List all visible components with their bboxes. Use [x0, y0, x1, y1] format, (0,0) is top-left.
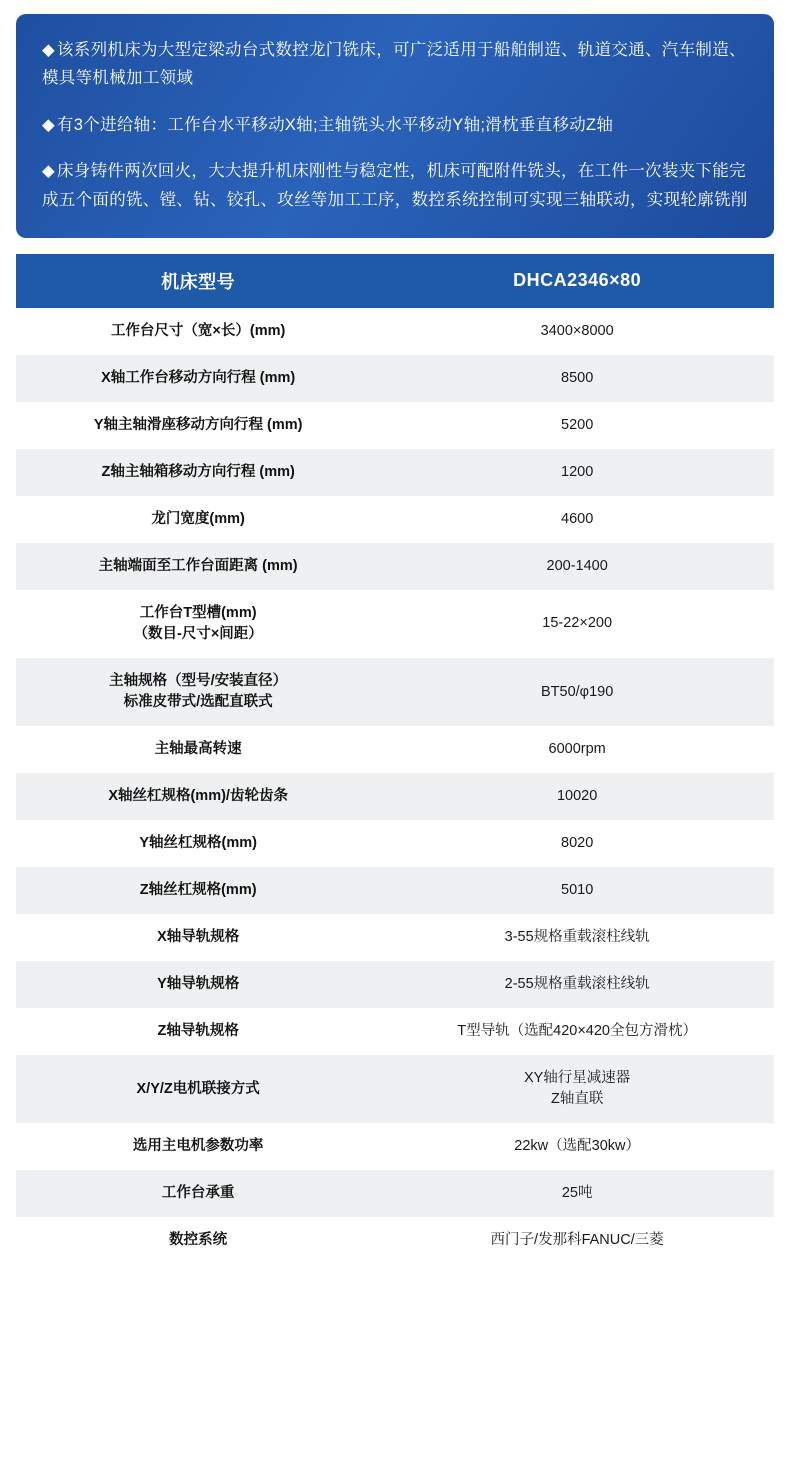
spec-name: X轴工作台移动方向行程 (mm)	[16, 355, 380, 402]
table-row	[16, 355, 774, 402]
table-row	[16, 543, 774, 590]
spec-value: 10020	[380, 773, 774, 820]
spec-name: Y轴主轴滑座移动方向行程 (mm)	[16, 402, 380, 449]
spec-name-line2: 标准皮带式/选配直联式	[123, 694, 273, 711]
spec-value-line2: Z轴直联	[550, 1091, 604, 1108]
spec-name-line1: 主轴规格（型号/安装直径）	[109, 673, 288, 689]
spec-value: 200-1400	[380, 543, 774, 590]
spec-value-line1: XY轴行星减速器	[523, 1070, 631, 1087]
spec-value: 西门子/发那科FANUC/三菱	[380, 1217, 774, 1264]
spec-name: X轴丝杠规格(mm)/齿轮齿条	[16, 773, 380, 820]
spec-name: 龙门宽度(mm)	[16, 496, 380, 543]
table-row	[16, 961, 774, 1008]
spec-name: X轴导轨规格	[16, 914, 380, 961]
spec-name-line2: （数目-尺寸×间距）	[133, 625, 263, 642]
bottom-spacer	[16, 1264, 774, 1292]
spec-value: 1200	[380, 449, 774, 496]
table-row	[16, 449, 774, 496]
table-row	[16, 1170, 774, 1217]
table-row	[16, 496, 774, 543]
intro-paragraph-text: 床身铸件两次回火，大大提升机床刚性与稳定性，机床可配附件铣头，在工件一次装夹下能完成五个面的铣、镗、钻、铰孔、攻丝等加工工序，数控系统控制可实现三轴联动，实现轮廓铣削	[42, 162, 748, 209]
diamond-bullet-icon: ◆	[42, 41, 55, 59]
table-row	[16, 308, 774, 355]
spec-value: 8500	[380, 355, 774, 402]
spec-name: 主轴最高转速	[16, 726, 380, 773]
table-header-row	[16, 254, 774, 308]
spec-value: 5010	[380, 867, 774, 914]
table-row	[16, 1055, 774, 1123]
spec-value: 3-55规格重载滚柱线轨	[380, 914, 774, 961]
spec-value: T型导轨（选配420×420全包方滑枕）	[380, 1008, 774, 1055]
table-row	[16, 402, 774, 449]
spec-value: BT50/φ190	[380, 658, 774, 726]
spec-name: 工作台尺寸（宽×长）(mm)	[16, 308, 380, 355]
table-row	[16, 590, 774, 658]
spec-name: 主轴端面至工作台面距离 (mm)	[16, 543, 380, 590]
spec-name: Y轴导轨规格	[16, 961, 380, 1008]
table-row	[16, 726, 774, 773]
spec-value: 15-22×200	[380, 590, 774, 658]
header-model-label: 机床型号	[16, 254, 380, 308]
spec-value	[380, 1055, 774, 1123]
spec-value: 4600	[380, 496, 774, 543]
table-row	[16, 658, 774, 726]
spec-value: 2-55规格重载滚柱线轨	[380, 961, 774, 1008]
specification-table	[16, 254, 774, 1264]
spec-value: 3400×8000	[380, 308, 774, 355]
table-row	[16, 914, 774, 961]
table-row	[16, 820, 774, 867]
spec-name: Y轴丝杠规格(mm)	[16, 820, 380, 867]
spec-value: 8020	[380, 820, 774, 867]
header-model-value: DHCA2346×80	[380, 254, 774, 308]
spec-name	[16, 658, 380, 726]
table-row	[16, 1217, 774, 1264]
spec-name: 数控系统	[16, 1217, 380, 1264]
spec-name: 选用主电机参数功率	[16, 1123, 380, 1170]
spec-name: 工作台承重	[16, 1170, 380, 1217]
intro-paragraph	[42, 157, 748, 214]
table-row	[16, 1123, 774, 1170]
spec-name: X/Y/Z电机联接方式	[16, 1055, 380, 1123]
spec-name: Z轴主轴箱移动方向行程 (mm)	[16, 449, 380, 496]
table-row	[16, 1008, 774, 1055]
spec-value: 25吨	[380, 1170, 774, 1217]
spec-value: 5200	[380, 402, 774, 449]
spec-name	[16, 590, 380, 658]
spec-name: Z轴导轨规格	[16, 1008, 380, 1055]
spec-value: 22kw（选配30kw）	[380, 1123, 774, 1170]
intro-paragraph-text: 该系列机床为大型定梁动台式数控龙门铣床，可广泛适用于船舶制造、轨道交通、汽车制造、模具等机械加工领域	[42, 41, 746, 88]
table-row	[16, 867, 774, 914]
spec-value: 6000rpm	[380, 726, 774, 773]
spec-name: Z轴丝杠规格(mm)	[16, 867, 380, 914]
spec-name-line1: 工作台T型槽(mm)	[139, 604, 257, 621]
intro-paragraph	[42, 36, 748, 93]
intro-paragraph-text: 有3个进给轴：工作台水平移动X轴;主轴铣头水平移动Y轴;滑枕垂直移动Z轴	[57, 115, 614, 134]
diamond-bullet-icon: ◆	[42, 115, 55, 134]
table-row	[16, 773, 774, 820]
intro-paragraph	[42, 111, 748, 139]
intro-panel	[16, 14, 774, 238]
diamond-bullet-icon: ◆	[42, 162, 55, 181]
